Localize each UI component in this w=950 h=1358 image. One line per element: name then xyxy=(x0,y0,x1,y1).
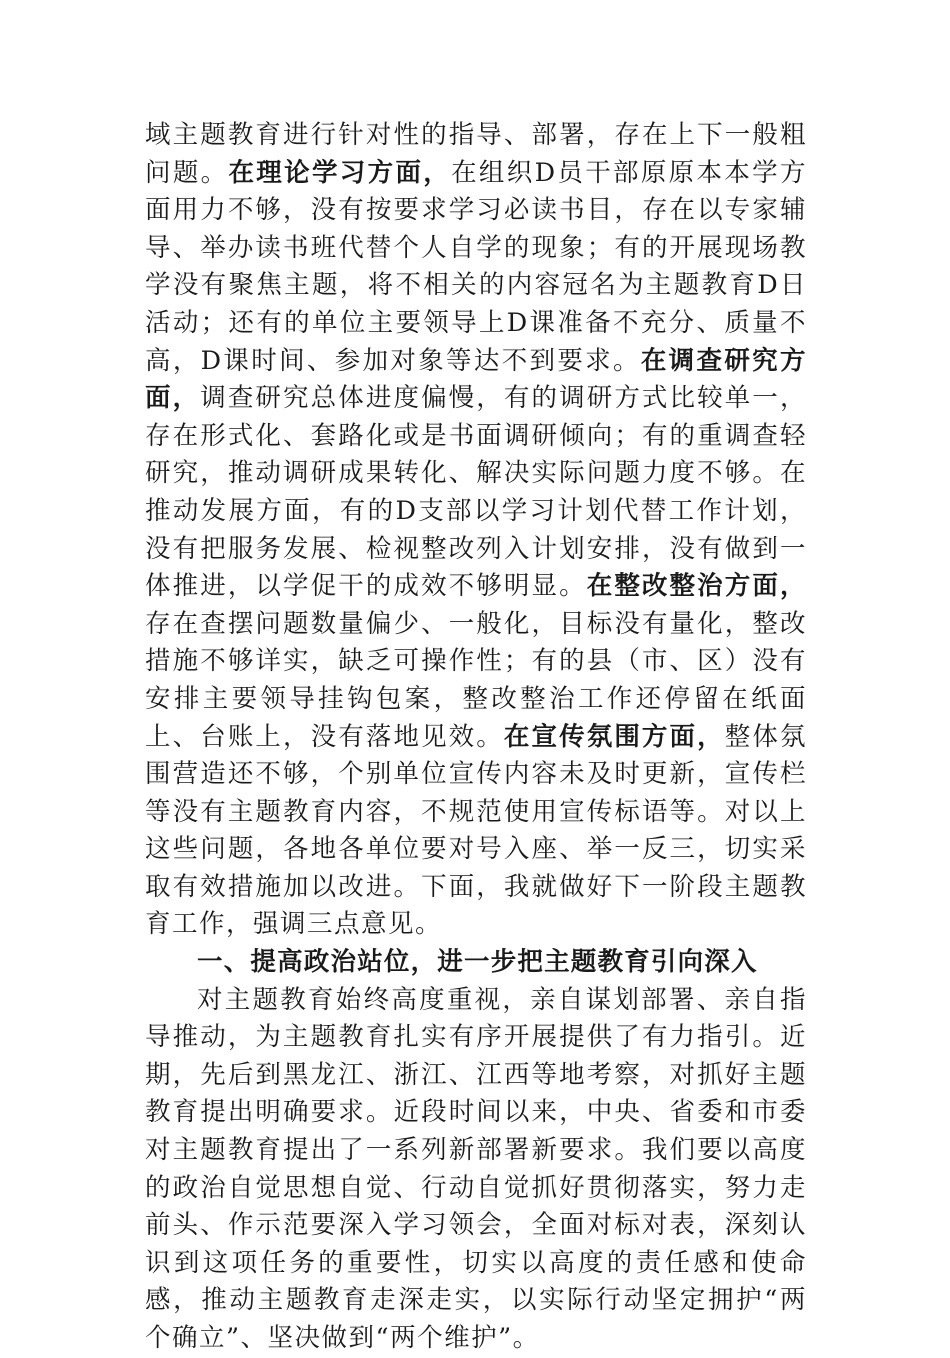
bold-lead-theory-study: 在理论学习方面， xyxy=(228,157,452,188)
bold-lead-rectification: 在整改整治方面， xyxy=(586,571,807,602)
text-segment: 在组织D员干部原原本本学方面用力不够，没有按要求学习必读书目，存在以专家辅导、举办读书班代替个人自学的现象；有的开展现场教学没有聚焦主题，将不相关的内容冠名为主题教育D日活动；还有的单位主要领导上D课准备不充分、质量不高，D课时间、参加对象等达不到要求。 xyxy=(145,157,807,376)
text-segment: 整体氛围营造还不够，个别单位宣传内容未及时更新，宣传栏等没有主题教育内容，不规范使用宣传标语等。对以上这些问题，各地各单位要对号入座、举一反三，切实采取有效措施加以改进。下面，我就做好下一阶段主题教育工作，强调三点意见。 xyxy=(145,721,807,940)
section-heading-1: 一、提高政治站位，进一步把主题教育引向深入 xyxy=(197,947,758,978)
text-segment: 域主题教育进行针对性的指导、部署，存在上下一般粗问题。 xyxy=(145,120,807,188)
document-page xyxy=(145,117,807,1358)
text-segment: 调查研究总体进度偏慢，有的调研方式比较单一，存在形式化、套路化或是书面调研倾向；有的重调查轻研究，推动调研成果转化、解决实际问题力度不够。在推动发展方面，有的D支部以学习计划代替工作计划，没有把服务发展、检视整改列入计划安排，没有做到一体推进，以学促干的成效不够明显。 xyxy=(145,383,807,602)
bold-lead-research: 在调查研究方面， xyxy=(145,345,807,414)
body-paragraph-section-1: 对主题教育始终高度重视，亲自谋划部署、亲自指导推动，为主题教育扎实有序开展提供了有力指引。近期，先后到黑龙江、浙江、江西等地考察，对抓好主题教育提出明确要求。近段时间以来，中央、省委和市委对主题教育提出了一系列新部署新要求。我们要以高度的政治自觉思想自觉、行动自觉抓好贯彻落实，努力走前头、作示范要深入学习领会，全面对标对表，深刻认识到这项任务的重要性，切实以高度的责任感和使命感，推动主题教育走深走实，以实际行动坚定拥护“两个确立”、坚决做到“两个维护”。 xyxy=(145,984,807,1353)
text-segment: 存在查摆问题数量偏少、一般化，目标没有量化，整改措施不够详实，缺乏可操作性；有的县（市、区）没有安排主要领导挂钩包案，整改整治工作还停留在纸面上、台账上，没有落地见效。 xyxy=(145,608,807,752)
bold-lead-publicity: 在宣传氛围方面， xyxy=(503,721,725,752)
body-paragraph-issues xyxy=(145,117,807,944)
